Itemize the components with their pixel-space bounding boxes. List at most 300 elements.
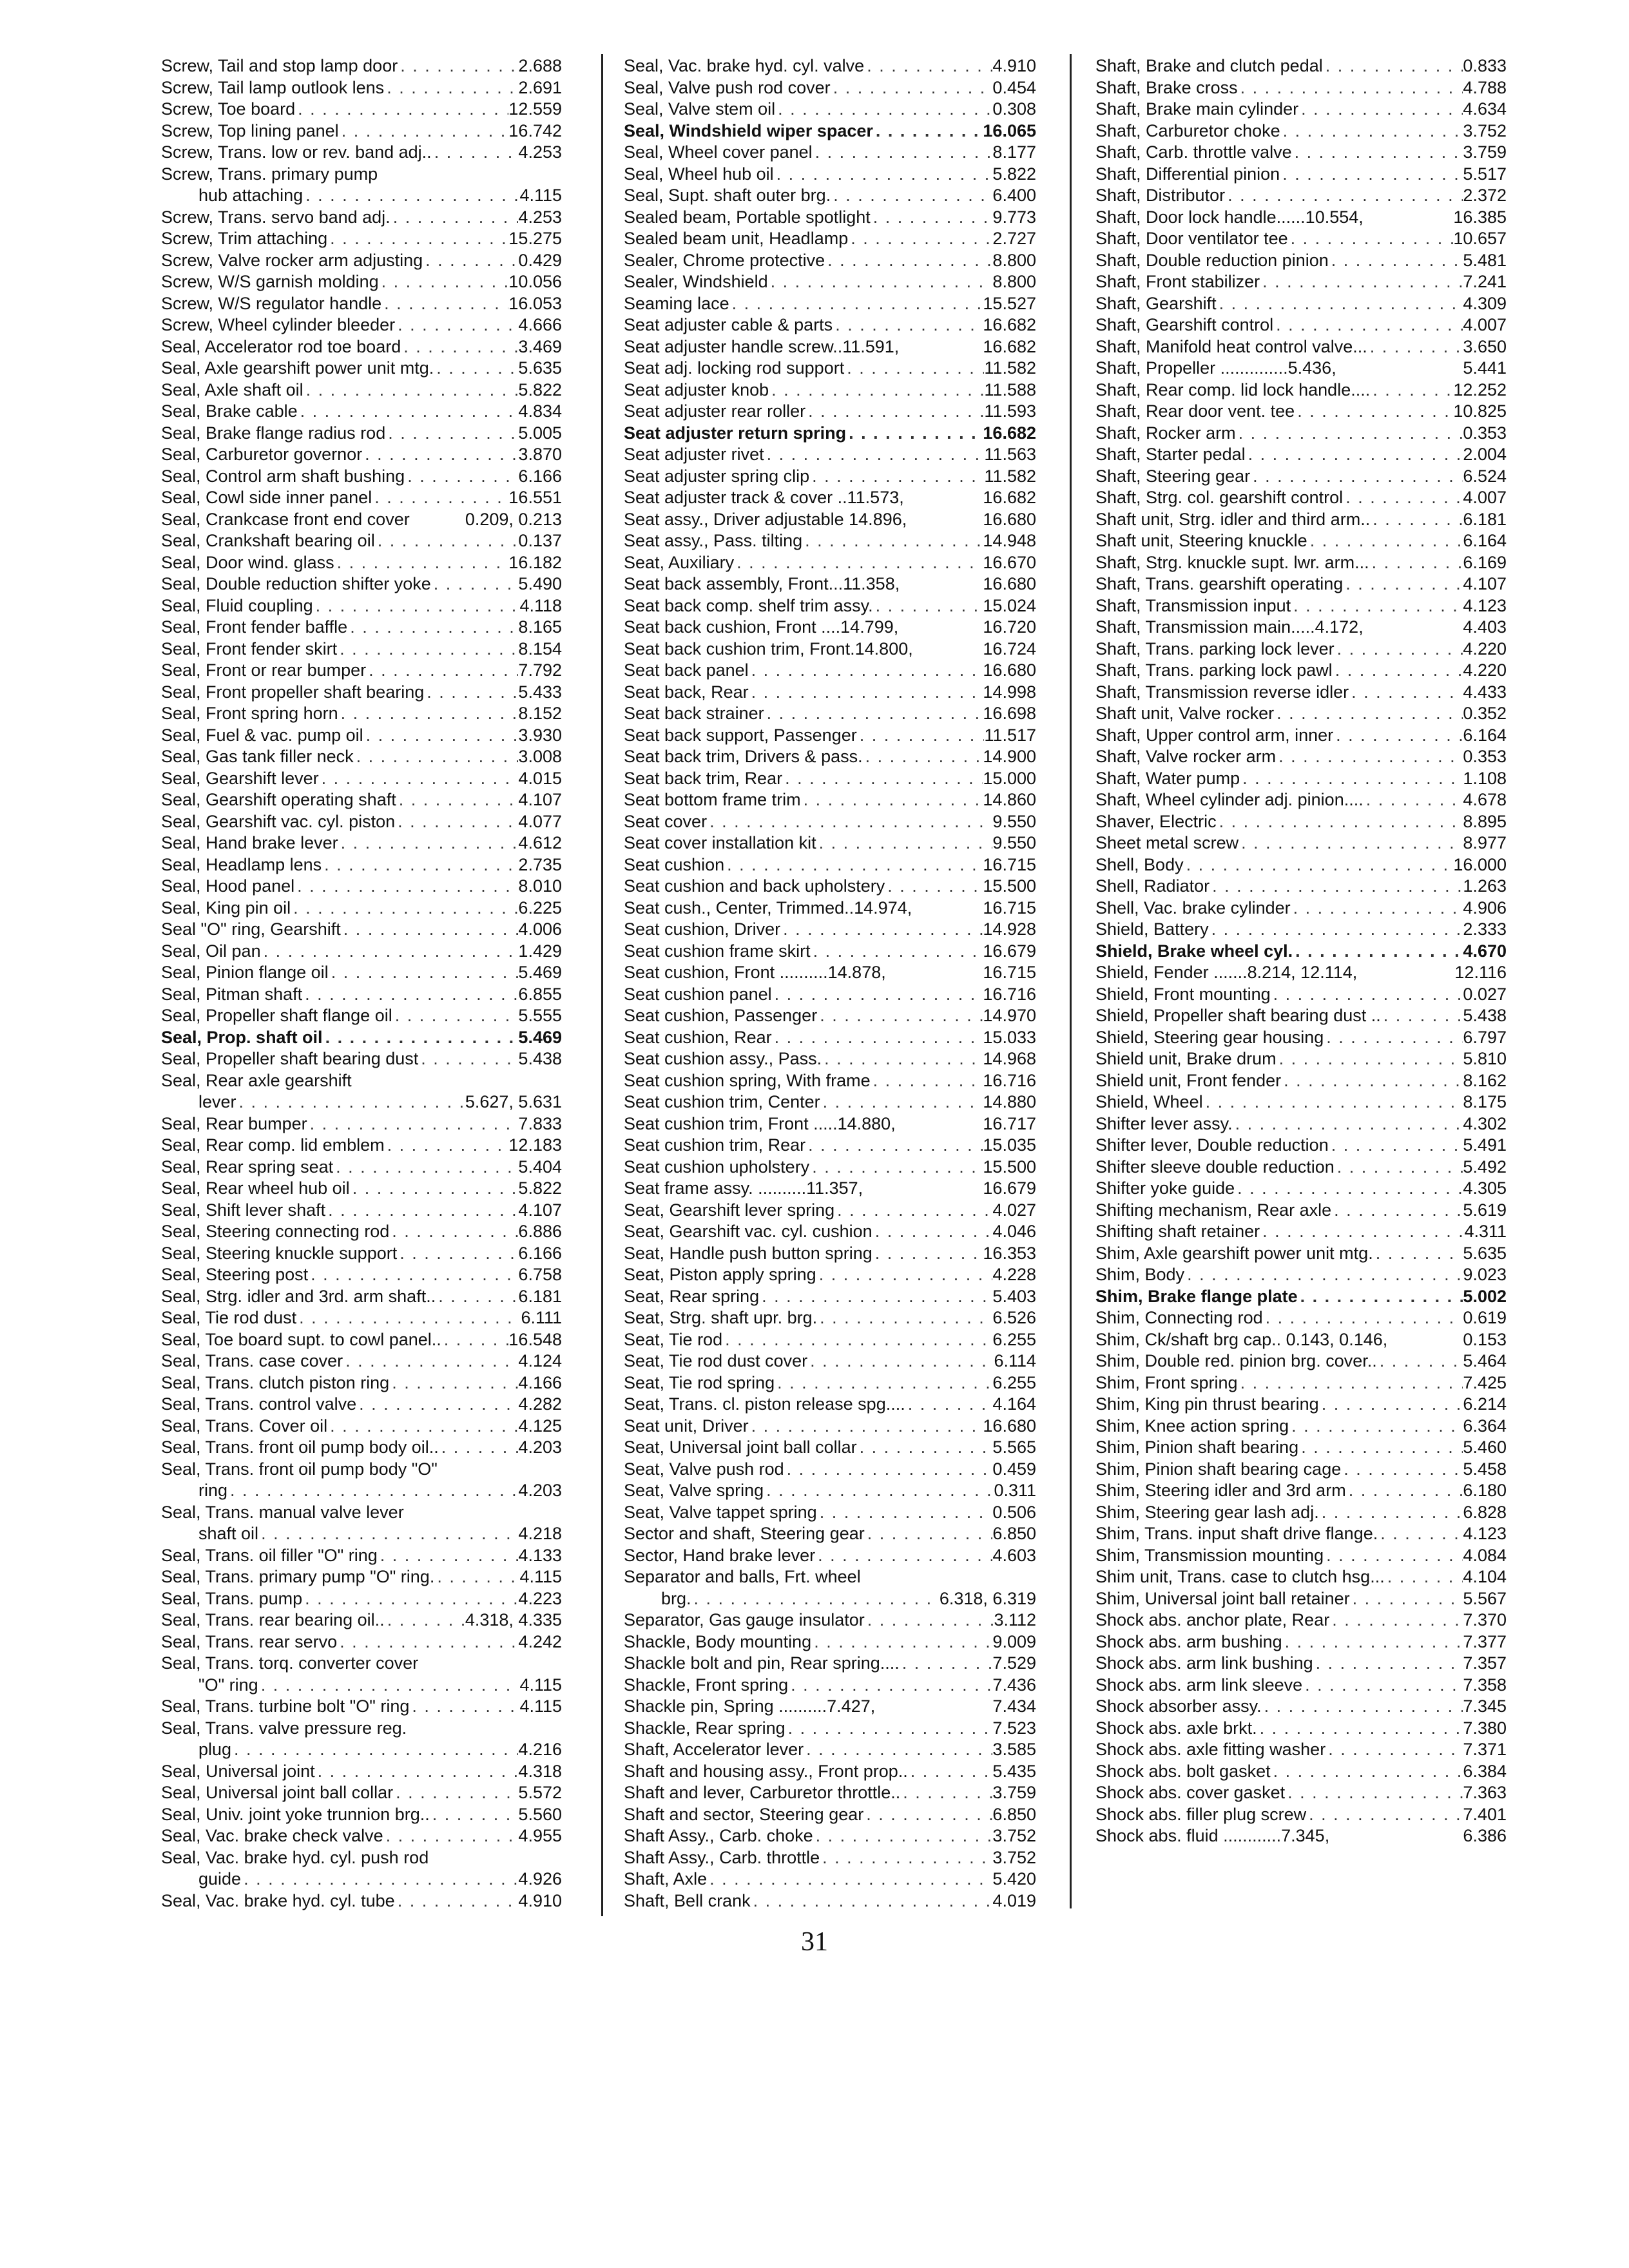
dot-leader	[436, 1286, 518, 1308]
entry-page-ref: 4.107	[1463, 574, 1507, 593]
index-entry	[1095, 358, 1507, 380]
index-entry	[161, 768, 562, 790]
entry-page-ref: 6.524	[1463, 466, 1507, 486]
entry-page-ref: 5.441	[1463, 358, 1507, 378]
dot-leader	[258, 1523, 518, 1545]
index-entry	[624, 1394, 1036, 1416]
index-entry	[161, 1157, 562, 1178]
index-entry	[1095, 1005, 1507, 1027]
entry-label: Seal, Prop. shaft oil	[161, 1027, 323, 1047]
entry-label: Seat cushion trim, Rear	[624, 1135, 806, 1155]
entry-page-ref: 4.123	[1463, 595, 1507, 615]
entry-page-ref: 5.635	[1463, 1243, 1507, 1263]
index-entry	[161, 1135, 562, 1157]
entry-page-ref: 5.464	[1463, 1351, 1507, 1370]
index-entry	[161, 77, 562, 99]
entry-label: Seat, Valve push rod	[624, 1459, 784, 1479]
dot-leader	[405, 466, 518, 488]
entry-page-ref: 5.438	[1463, 1006, 1507, 1025]
entry-page-ref: 9.550	[992, 811, 1036, 831]
index-entry	[161, 380, 562, 401]
entry-label: Seat back support, Passenger	[624, 725, 857, 745]
index-entry	[624, 1675, 1036, 1696]
entry-label: Seal, Accelerator rod toe board	[161, 336, 401, 356]
entry-page-ref: 4.282	[518, 1394, 562, 1414]
dot-leader	[846, 423, 983, 445]
entry-label: Seat cushion, Driver	[624, 919, 781, 939]
index-entry	[161, 1610, 562, 1631]
entry-label: Seal, Front fender baffle	[161, 617, 348, 637]
entry-page-ref: 5.627, 5.631	[465, 1092, 562, 1111]
index-entry	[161, 120, 562, 142]
entry-label: Seal, Rear comp. lid emblem	[161, 1135, 385, 1155]
index-entry	[1095, 99, 1507, 120]
index-entry	[161, 1847, 562, 1869]
index-entry	[624, 962, 1036, 984]
index-entry	[624, 682, 1036, 704]
entry-page-ref: 4.125	[518, 1416, 562, 1436]
dot-leader	[816, 1264, 993, 1286]
dot-leader	[327, 228, 508, 250]
entry-page-ref: 8.800	[992, 250, 1036, 270]
dot-leader	[354, 746, 519, 768]
index-entry	[1095, 660, 1507, 682]
entry-page-ref: 8.165	[518, 617, 562, 637]
dot-leader	[1239, 832, 1463, 854]
entry-label: Shock abs. arm bushing	[1095, 1631, 1282, 1651]
entry-page-ref: 8.154	[518, 639, 562, 658]
dot-leader	[430, 1804, 519, 1826]
entry-label: Seat cush., Center, Trimmed..14.974,	[624, 898, 912, 918]
dot-leader	[337, 1631, 518, 1653]
index-entry	[624, 768, 1036, 790]
entry-page-ref: 1.429	[518, 941, 562, 961]
entry-label: Seat back, Rear	[624, 682, 749, 702]
entry-page-ref: 9.550	[992, 833, 1036, 852]
entry-label: Seal, Rear bumper	[161, 1113, 307, 1133]
entry-page-ref: 9.773	[992, 207, 1036, 227]
dot-leader	[805, 1135, 983, 1157]
dot-leader	[749, 660, 983, 682]
entry-page-ref: 5.458	[1463, 1459, 1507, 1479]
entry-label: Shim, Steering gear lash adj.	[1095, 1502, 1319, 1522]
entry-label: Shaft, Water pump	[1095, 768, 1240, 788]
entry-label: Shock abs. fluid ............7.345,	[1095, 1826, 1330, 1845]
dot-leader	[871, 207, 993, 229]
entry-page-ref: 6.255	[992, 1329, 1036, 1349]
entry-page-ref: 6.181	[518, 1286, 562, 1306]
entry-label: Shaft, Upper control arm, inner	[1095, 725, 1334, 745]
entry-label: Shim, Steering idler and 3rd arm	[1095, 1481, 1346, 1500]
dot-leader	[809, 1157, 983, 1178]
entry-label: Seat adjuster rivet	[624, 445, 764, 464]
dot-leader	[302, 1588, 518, 1610]
entry-page-ref: 0.027	[1463, 984, 1507, 1004]
entry-page-ref: 5.403	[992, 1286, 1036, 1306]
entry-label: Shock abs. axle brkt.	[1095, 1718, 1257, 1738]
entry-page-ref: 5.560	[518, 1804, 562, 1824]
entry-page-ref: 4.115	[519, 1675, 562, 1695]
entry-label: Shaft and sector, Steering gear	[624, 1804, 864, 1824]
entry-page-ref: 14.860	[983, 790, 1036, 809]
dot-leader	[809, 466, 984, 488]
index-entry	[1095, 1307, 1507, 1329]
entry-label: Shield, Brake wheel cyl.	[1095, 941, 1293, 961]
index-entry	[624, 1825, 1036, 1847]
entry-page-ref: 5.810	[1463, 1049, 1507, 1068]
index-entry	[161, 1286, 562, 1308]
entry-label: Shim, King pin thrust bearing	[1095, 1394, 1319, 1414]
entry-label: plug	[198, 1740, 232, 1759]
entry-label: Sector and shaft, Steering gear	[624, 1524, 865, 1543]
index-entry	[1095, 1113, 1507, 1135]
dot-leader	[1276, 746, 1463, 768]
entry-page-ref: 4.007	[1463, 315, 1507, 334]
entry-page-ref: 16.670	[983, 552, 1036, 572]
entry-label: Seal, Trans. pump	[161, 1588, 303, 1608]
dot-leader	[1324, 1027, 1463, 1049]
index-entry	[624, 617, 1036, 639]
entry-label: Shaft Assy., Carb. choke	[624, 1826, 813, 1845]
entry-page-ref: 4.302	[1463, 1113, 1507, 1133]
index-entry	[1095, 1372, 1507, 1394]
index-entry	[161, 1005, 562, 1027]
dot-leader	[1298, 99, 1463, 120]
entry-page-ref: 9.023	[1463, 1265, 1507, 1284]
entry-page-ref: 10.056	[508, 272, 562, 291]
entry-page-ref: 4.107	[518, 790, 562, 809]
entry-label: Seal, Supt. shaft outer brg.	[624, 186, 831, 205]
entry-page-ref: 6.828	[1463, 1502, 1507, 1522]
dot-leader	[784, 1459, 993, 1481]
index-entry	[624, 1804, 1036, 1826]
dot-leader	[1225, 185, 1463, 207]
index-entry	[624, 1113, 1036, 1135]
entry-page-ref: 5.822	[518, 1178, 562, 1198]
entry-label: Seat back trim, Rear	[624, 768, 783, 788]
entry-page-ref: 5.435	[992, 1761, 1036, 1781]
dot-leader	[1184, 1264, 1463, 1286]
entry-page-ref: 4.115	[519, 1696, 562, 1716]
index-entry	[161, 1307, 562, 1329]
dot-leader	[815, 1545, 992, 1567]
entry-page-ref: 4.166	[518, 1372, 562, 1392]
dot-leader	[908, 1761, 993, 1783]
dot-leader	[1217, 293, 1463, 315]
index-entry	[624, 185, 1036, 207]
entry-label: Seal, Rear wheel hub oil	[161, 1178, 350, 1198]
entry-page-ref: 0.311	[994, 1481, 1036, 1500]
dot-leader	[864, 55, 992, 77]
entry-page-ref: 8.800	[992, 272, 1036, 291]
dot-leader	[434, 358, 518, 380]
entry-page-ref: 16.715	[983, 963, 1036, 982]
entry-page-ref: 7.380	[1463, 1718, 1507, 1738]
entry-label: Seat cushion, Rear	[624, 1027, 772, 1047]
dot-leader	[813, 142, 993, 164]
entry-page-ref: 5.420	[992, 1869, 1036, 1888]
dot-leader	[1329, 250, 1463, 272]
entry-label: Shield, Front mounting	[1095, 984, 1271, 1004]
entry-label: Shaft, Accelerator lever	[624, 1740, 804, 1759]
entry-page-ref: 5.481	[1463, 250, 1507, 270]
entry-label: Seat cushion frame skirt	[624, 941, 811, 961]
entry-page-ref: 2.688	[518, 56, 562, 75]
dot-leader	[1238, 1372, 1463, 1394]
entry-label: Seat back assembly, Front...11.358,	[624, 574, 900, 593]
dot-leader	[291, 898, 518, 919]
dot-leader	[385, 1610, 465, 1631]
index-entry	[1095, 1696, 1507, 1718]
index-entry	[161, 1545, 562, 1567]
index-entry	[161, 703, 562, 725]
index-entry	[161, 271, 562, 293]
index-entry	[1095, 639, 1507, 660]
dot-leader	[325, 1200, 518, 1222]
dot-leader	[807, 1350, 994, 1372]
entry-label: Seat back cushion, Front ....14.799,	[624, 617, 899, 637]
dot-leader	[432, 142, 519, 164]
entry-page-ref: 2.372	[1463, 186, 1507, 205]
entry-label: Shaft Assy., Carb. throttle	[624, 1847, 820, 1867]
entry-page-ref: 6.386	[1463, 1826, 1507, 1845]
dot-leader	[423, 250, 518, 272]
dot-leader	[820, 1847, 992, 1869]
index-entry	[161, 293, 562, 315]
dot-leader	[831, 185, 992, 207]
entry-label: Seat assy., Driver adjustable 14.896,	[624, 509, 907, 529]
dot-leader	[1343, 573, 1463, 595]
index-entry	[624, 746, 1036, 768]
entry-page-ref: 16.682	[983, 488, 1036, 507]
dot-leader	[261, 941, 519, 963]
entry-label: Seat cushion trim, Front .....14.880,	[624, 1113, 896, 1133]
entry-label: Shield unit, Brake drum	[1095, 1049, 1277, 1068]
index-entry	[1095, 1416, 1507, 1437]
index-entry	[1095, 898, 1507, 919]
entry-page-ref: 4.433	[1463, 682, 1507, 702]
entry-page-ref: 6.797	[1463, 1027, 1507, 1047]
index-entry	[1095, 1437, 1507, 1459]
entry-page-ref: 4.670	[1463, 941, 1507, 961]
index-entry	[624, 1545, 1036, 1567]
dot-leader	[857, 725, 985, 747]
index-entry	[1095, 1350, 1507, 1372]
entry-label: Shock abs. axle fitting washer	[1095, 1740, 1326, 1759]
entry-page-ref: 6.400	[992, 186, 1036, 205]
dot-leader	[1210, 876, 1463, 898]
entry-label: Seat adjuster rear roller	[624, 401, 806, 421]
entry-page-ref: 6.166	[518, 466, 562, 486]
entry-page-ref: 6.214	[1463, 1394, 1507, 1414]
entry-label: Seat cushion panel	[624, 984, 772, 1004]
entry-page-ref: 4.015	[518, 768, 562, 788]
index-entry	[1095, 962, 1507, 984]
entry-page-ref: 4.007	[1463, 488, 1507, 507]
entry-label: Shield, Propeller shaft bearing dust ..	[1095, 1006, 1381, 1025]
entry-label: Screw, Tail and stop lamp door	[161, 56, 398, 75]
dot-leader	[1381, 1005, 1463, 1027]
entry-label: Seal, Trans. turbine bolt "O" ring	[161, 1696, 410, 1716]
dot-leader	[811, 941, 983, 963]
dot-leader	[817, 1005, 983, 1027]
dot-leader	[900, 1782, 992, 1804]
index-entry	[161, 1480, 562, 1502]
entry-page-ref: 4.123	[1463, 1524, 1507, 1543]
entry-label: Shock abs. cover gasket	[1095, 1783, 1286, 1802]
index-entry	[161, 1091, 562, 1113]
entry-label: Seal, Vac. brake hyd. cyl. push rod	[161, 1847, 429, 1867]
entry-label: Seat, Trans. cl. piston release spg....	[624, 1394, 905, 1414]
entry-label: Seal, Brake flange radius rod	[161, 423, 386, 443]
index-entry	[161, 1631, 562, 1653]
entry-page-ref: 6.111	[521, 1308, 562, 1327]
entry-page-ref: 11.593	[984, 401, 1036, 421]
entry-page-ref: 4.046	[992, 1222, 1036, 1241]
dot-leader	[1257, 1718, 1463, 1740]
index-entry	[624, 293, 1036, 315]
entry-page-ref: 7.377	[1463, 1631, 1507, 1651]
entry-label: Shackle bolt and pin, Rear spring....	[624, 1653, 900, 1673]
dot-leader	[409, 1696, 519, 1718]
entry-page-ref: 16.680	[983, 660, 1036, 680]
index-entry	[1095, 120, 1507, 142]
entry-label: Shim, Universal joint ball retainer	[1095, 1588, 1350, 1608]
index-entry	[624, 1718, 1036, 1740]
entry-page-ref: 4.318	[518, 1761, 562, 1781]
entry-label: Shifter lever assy.	[1095, 1113, 1233, 1133]
entry-page-ref: 4.220	[1463, 639, 1507, 658]
index-entry	[624, 1200, 1036, 1222]
dot-leader	[337, 639, 518, 660]
index-entry	[1095, 595, 1507, 617]
index-entry	[1095, 401, 1507, 423]
entry-page-ref: 0.308	[992, 99, 1036, 119]
entry-label: Seal, Gas tank filler neck	[161, 747, 354, 766]
entry-page-ref: 7.792	[518, 660, 562, 680]
entry-page-ref: 11.582	[984, 358, 1036, 378]
index-entry	[161, 1761, 562, 1783]
entry-page-ref: 4.115	[519, 186, 562, 205]
index-entry	[1095, 1135, 1507, 1157]
entry-label: Shock abs. anchor plate, Rear	[1095, 1610, 1330, 1629]
dot-leader	[308, 1264, 518, 1286]
entry-page-ref: 4.666	[518, 315, 562, 334]
index-entry	[1095, 1782, 1507, 1804]
dot-leader	[1370, 380, 1453, 401]
entry-page-ref: 16.720	[983, 617, 1036, 637]
entry-label: Seat, Valve tappet spring	[624, 1502, 817, 1522]
entry-label: Seat, Gearshift vac. cyl. cushion	[624, 1222, 872, 1241]
dot-leader	[395, 314, 518, 336]
dot-leader	[307, 1113, 519, 1135]
entry-label: Seal, Trans. manual valve lever	[161, 1502, 404, 1522]
entry-label: Shell, Radiator	[1095, 876, 1210, 896]
entry-page-ref: 14.928	[983, 919, 1036, 939]
index-entry	[1095, 854, 1507, 876]
index-entry	[624, 898, 1036, 919]
dot-leader	[389, 1372, 518, 1394]
entry-label: Seal, Univ. joint yoke trunnion brg..	[161, 1804, 430, 1824]
entry-page-ref: 4.203	[518, 1437, 562, 1457]
index-entry	[161, 250, 562, 272]
index-entry	[624, 120, 1036, 142]
index-entry	[1095, 1675, 1507, 1696]
entry-label: Shaft, Gearshift	[1095, 293, 1217, 313]
entry-label: Seat adjuster return spring	[624, 423, 847, 443]
index-entry	[161, 1221, 562, 1243]
dot-leader	[1373, 1243, 1463, 1265]
dot-leader	[905, 1394, 993, 1416]
index-column-2	[624, 55, 1036, 1912]
entry-page-ref: 4.006	[518, 919, 562, 939]
entry-page-ref: 16.680	[983, 1416, 1036, 1436]
entry-label: Seat cushion, Front ..........14.878,	[624, 963, 886, 982]
entry-label: Shaft, Strg. col. gearshift control	[1095, 488, 1344, 507]
index-entry	[624, 55, 1036, 77]
entry-page-ref: 5.555	[518, 1006, 562, 1025]
index-entry	[1095, 1804, 1507, 1826]
entry-page-ref: 7.345	[1463, 1696, 1507, 1716]
dot-leader	[1325, 1739, 1463, 1761]
entry-page-ref: 5.619	[1463, 1200, 1507, 1220]
dot-leader	[303, 185, 519, 207]
dot-leader	[1292, 142, 1463, 164]
entry-label: Seal, Trans. valve pressure reg.	[161, 1718, 407, 1738]
index-entry	[624, 1523, 1036, 1545]
entry-label: Seal, Gearshift vac. cyl. piston	[161, 811, 396, 831]
entry-label: Seal, Hood panel	[161, 876, 295, 896]
entry-page-ref: 16.742	[508, 120, 562, 140]
index-entry	[161, 898, 562, 919]
dot-leader	[1385, 1566, 1463, 1588]
index-entry	[1095, 444, 1507, 466]
entry-page-ref: 3.112	[994, 1610, 1036, 1629]
entry-label: Screw, Trans. low or rev. band adj..	[161, 142, 432, 162]
index-entry	[1095, 1545, 1507, 1567]
dot-leader	[865, 1610, 994, 1631]
entry-label: Seal, Cowl side inner panel	[161, 488, 372, 507]
entry-page-ref: 6.164	[1463, 725, 1507, 745]
index-entry	[624, 423, 1036, 445]
index-entry	[1095, 1091, 1507, 1113]
entry-page-ref: 7.370	[1463, 1610, 1507, 1629]
entry-page-ref: 4.019	[992, 1890, 1036, 1910]
index-entry	[624, 1221, 1036, 1243]
entry-label: Shaft, Distributor	[1095, 186, 1226, 205]
entry-page-ref: 4.104	[1463, 1567, 1507, 1586]
dot-leader	[857, 1437, 993, 1459]
entry-page-ref: 8.175	[1463, 1092, 1507, 1111]
entry-label: Seat, Tie rod dust cover	[624, 1351, 808, 1370]
entry-label: Shackle, Front spring	[624, 1675, 789, 1695]
dot-leader	[1329, 1610, 1463, 1631]
entry-label: Shifter lever, Double reduction	[1095, 1135, 1329, 1155]
entry-label: Seal, Trans. control valve	[161, 1394, 357, 1414]
dot-leader	[805, 401, 984, 423]
index-entry	[1095, 1502, 1507, 1524]
entry-label: Seal, Shift lever shaft	[161, 1200, 326, 1220]
entry-page-ref: 4.253	[518, 207, 562, 227]
entry-label: Shaft, Rear comp. lid lock handle....	[1095, 380, 1371, 399]
entry-page-ref: 7.358	[1463, 1675, 1507, 1695]
index-entry	[161, 1394, 562, 1416]
entry-label: Shaft, Carburetor choke	[1095, 120, 1280, 140]
dot-leader	[872, 1221, 993, 1243]
index-entry	[1095, 142, 1507, 164]
entry-page-ref: 4.309	[1463, 293, 1507, 313]
entry-page-ref: 0.153	[1463, 1329, 1507, 1349]
